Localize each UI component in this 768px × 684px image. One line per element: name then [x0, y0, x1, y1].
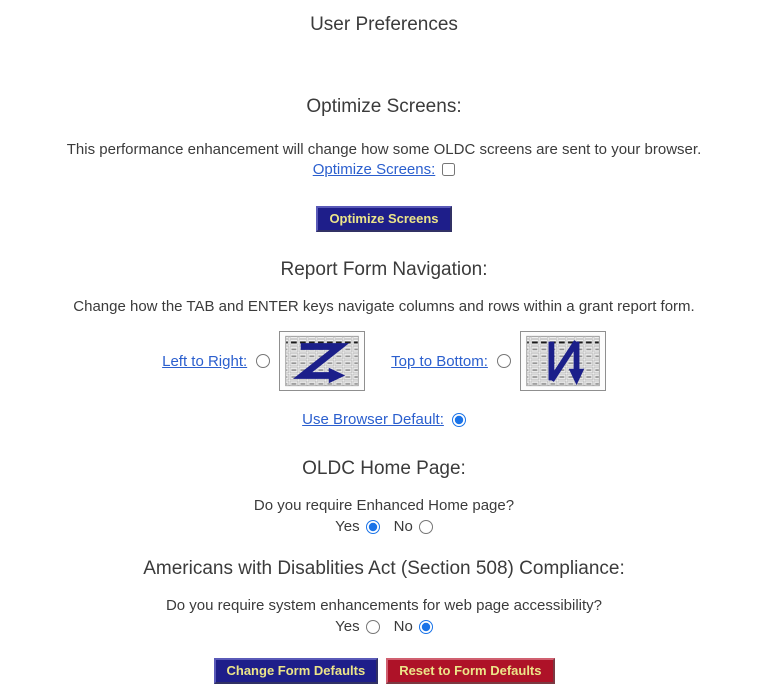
- top-to-bottom-radio[interactable]: [497, 354, 511, 368]
- enhanced-home-no-radio[interactable]: [419, 520, 433, 534]
- ada-yes-label: Yes: [335, 618, 360, 635]
- page-title: User Preferences: [310, 14, 458, 35]
- ada-question: Do you require system enhancements for web page accessibility?: [165, 597, 603, 614]
- oldc-home-page-heading: OLDC Home Page:: [302, 458, 466, 479]
- left-to-right-link[interactable]: Left to Right:: [162, 352, 248, 370]
- ada-yes-radio[interactable]: [366, 620, 380, 634]
- left-to-right-radio[interactable]: [256, 354, 270, 368]
- enhanced-home-yes-label: Yes: [335, 518, 360, 535]
- change-form-defaults-button[interactable]: Change Form Defaults: [214, 658, 379, 684]
- optimize-screens-button[interactable]: Optimize Screens: [316, 206, 451, 232]
- optimize-screens-description: This performance enhancement will change how some OLDC screens are sent to your browser.: [66, 141, 702, 158]
- left-to-right-option: [162, 331, 365, 391]
- top-to-bottom-option: [391, 331, 606, 391]
- report-form-navigation-heading: Report Form Navigation:: [280, 259, 488, 280]
- reset-to-form-defaults-button[interactable]: Reset to Form Defaults: [386, 658, 554, 684]
- use-browser-default-link[interactable]: Use Browser Default:: [302, 411, 444, 428]
- enhanced-home-no-label: No: [393, 518, 413, 535]
- top-to-bottom-n-grid-icon: [520, 331, 606, 391]
- ada-no-label: No: [393, 618, 413, 635]
- enhanced-home-question: Do you require Enhanced Home page?: [253, 497, 515, 514]
- top-to-bottom-link[interactable]: Top to Bottom:: [391, 352, 488, 370]
- left-to-right-z-grid-icon: [279, 331, 365, 391]
- use-browser-default-radio[interactable]: [452, 413, 466, 427]
- enhanced-home-yes-radio[interactable]: [366, 520, 380, 534]
- optimize-screens-heading: Optimize Screens:: [306, 96, 462, 117]
- report-form-navigation-description: Change how the TAB and ENTER keys navigate columns and rows within a grant report form.: [73, 298, 695, 315]
- optimize-screens-link[interactable]: Optimize Screens:: [312, 161, 436, 178]
- optimize-screens-checkbox[interactable]: [442, 163, 455, 176]
- ada-no-radio[interactable]: [419, 620, 433, 634]
- ada-compliance-heading: Americans with Disablities Act (Section 508) Compliance:: [143, 558, 625, 579]
